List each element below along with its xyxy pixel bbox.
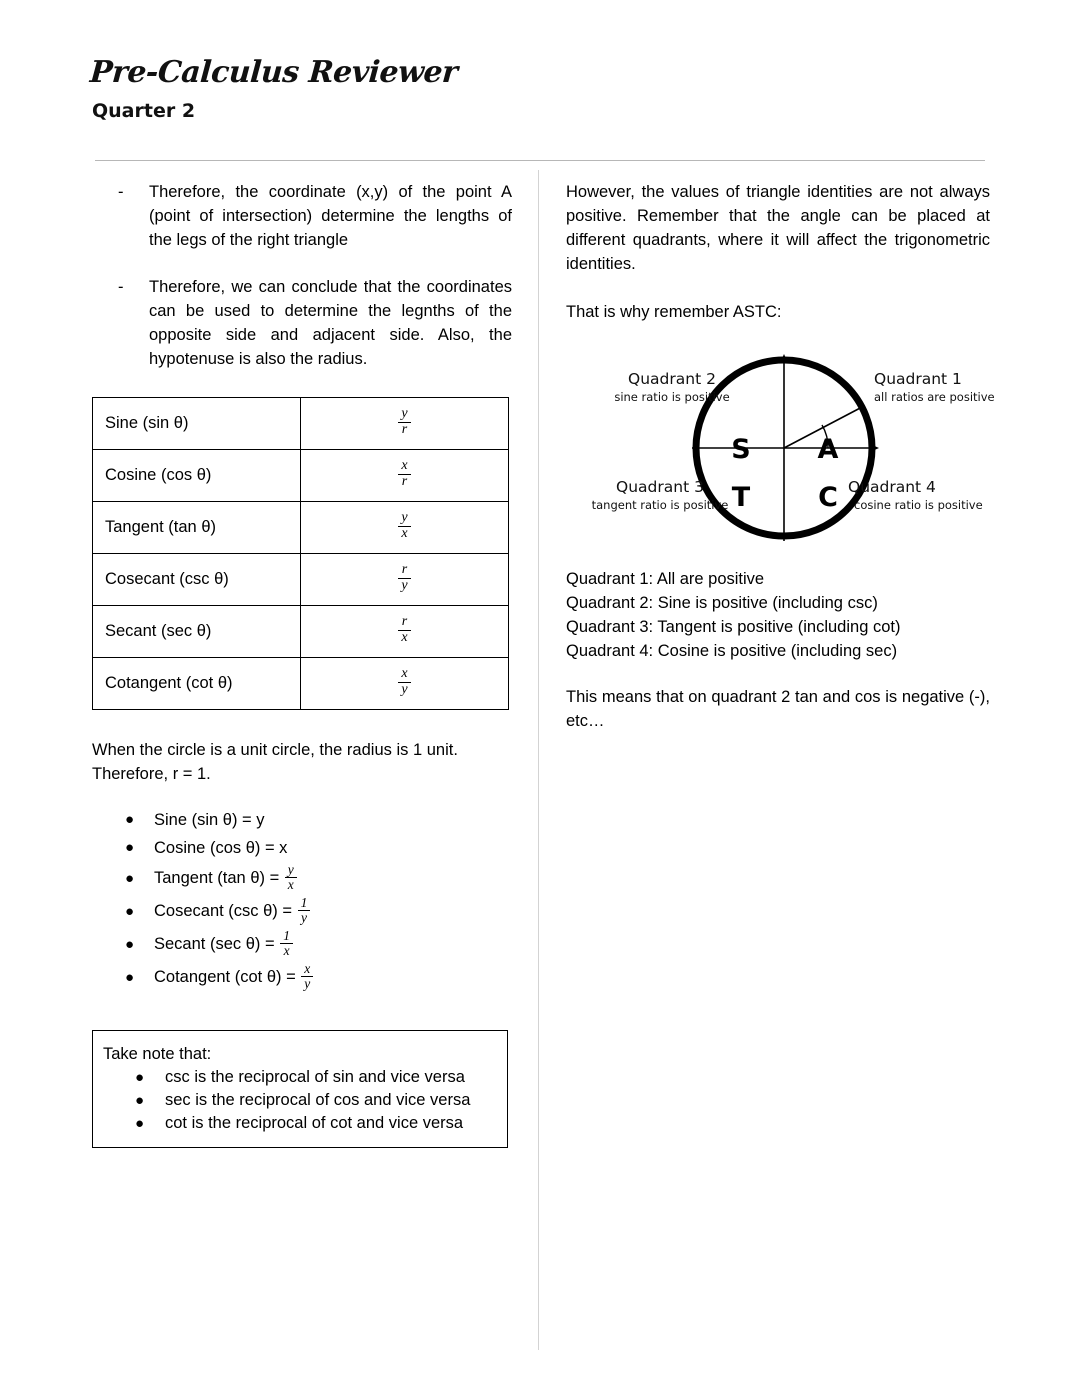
list-item [92, 834, 512, 862]
list-item-text: Secant (sec θ) = [154, 935, 280, 953]
fraction-denominator: y [398, 682, 410, 698]
list-item [92, 961, 512, 994]
list-item-text: cot is the reciprocal of cot and vice versa [165, 1114, 464, 1132]
column-divider [538, 170, 539, 1350]
fraction [398, 667, 410, 697]
fraction-denominator: r [398, 474, 410, 490]
ratio-value [301, 450, 509, 502]
ratio-name: Cotangent (cot θ) [93, 658, 301, 710]
ratio-value [301, 502, 509, 554]
fraction-numerator: 1 [300, 894, 308, 910]
bullet-icon: ● [125, 839, 135, 856]
ratio-value [301, 398, 509, 450]
ratio-name: Cosine (cos θ) [93, 450, 301, 502]
ratio-value [301, 554, 509, 606]
fraction-numerator: x [401, 458, 408, 474]
quadrant-1-subtitle: all ratios are positive [874, 390, 995, 404]
ratio-name: Sine (sin θ) [93, 398, 301, 450]
dash-bullet-list [92, 180, 512, 371]
list-item-text: Cotangent (cot θ) = [154, 968, 301, 986]
bullet-icon: ● [135, 1092, 145, 1109]
header-divider [95, 160, 985, 161]
fraction-numerator: r [401, 614, 408, 630]
fraction [398, 511, 410, 541]
list-item-text: Tangent (tan θ) = [154, 869, 284, 887]
list-item [92, 806, 512, 834]
list-item [92, 895, 512, 928]
list-item-text: Therefore, the coordinate (x,y) of the point A (point of intersection) determine the lengths of the legs of the right triangle [149, 183, 512, 249]
letter-c: C [818, 482, 838, 513]
list-item-text: sec is the reciprocal of cos and vice versa [165, 1091, 471, 1109]
astc-unit-circle-diagram [566, 348, 995, 543]
quadrant-3-subtitle: tangent ratio is positive [591, 498, 729, 512]
bullet-icon: ● [125, 969, 135, 986]
list-item [103, 1112, 497, 1135]
quadrant-2-label [582, 370, 762, 405]
quadrant-rule: Quadrant 3: Tangent is positive (including cot) [566, 618, 901, 636]
ratio-value [301, 606, 509, 658]
fraction [398, 563, 410, 593]
dash-marker: - [118, 183, 124, 201]
letter-t: T [731, 482, 751, 513]
fraction-numerator: 1 [283, 927, 290, 943]
fraction-numerator: y [401, 510, 408, 526]
list-item-text: Therefore, we can conclude that the coordinates can be used to determine the legnths of the opposite side and adjacent side. Also, the hypotenuse is also the radius. [149, 278, 512, 368]
page-subtitle: Quarter 2 [92, 100, 196, 122]
bullet-icon: ● [125, 936, 135, 953]
ratio-name: Secant (sec θ) [93, 606, 301, 658]
unit-circle-ratio-list [92, 806, 512, 994]
table-row [93, 398, 509, 450]
bullet-icon: ● [125, 870, 135, 887]
fraction [398, 407, 410, 437]
quadrant-1-title: Quadrant 1 [874, 370, 962, 388]
table-row [93, 658, 509, 710]
fraction [285, 863, 297, 892]
bullet-icon: ● [135, 1069, 145, 1086]
fraction-denominator: x [285, 877, 297, 892]
fraction-denominator: x [398, 630, 410, 646]
table-row [93, 502, 509, 554]
quadrant-rules-list [566, 567, 990, 663]
list-item-text: Cosine (cos θ) = x [154, 839, 288, 857]
list-item [92, 862, 512, 895]
list-item [92, 275, 512, 371]
quadrant-4-label [848, 478, 1028, 513]
fraction [280, 929, 293, 958]
fraction-denominator: r [398, 422, 410, 438]
take-note-box [92, 1030, 508, 1148]
dash-marker: - [118, 278, 124, 296]
astc-prompt: That is why remember ASTC: [566, 303, 782, 321]
fraction-numerator: r [401, 562, 408, 578]
quadrant-4-title: Quadrant 4 [848, 478, 936, 496]
page-title: Pre-Calculus Reviewer [88, 55, 459, 90]
bullet-icon: ● [135, 1115, 145, 1132]
fraction [298, 896, 311, 925]
fraction-denominator: y [301, 976, 313, 991]
quadrant-3-title: Quadrant 3 [616, 478, 704, 496]
fraction-numerator: x [304, 960, 311, 976]
fraction [398, 459, 410, 489]
letter-s: S [731, 434, 751, 465]
list-item [92, 180, 512, 252]
fraction [398, 615, 410, 645]
quadrant-1-label [842, 370, 1022, 405]
table-row [93, 554, 509, 606]
quadrant-rule: Quadrant 1: All are positive [566, 570, 765, 588]
list-item [103, 1066, 497, 1089]
list-item [103, 1089, 497, 1112]
quadrant-rule: Quadrant 2: Sine is positive (including csc) [566, 594, 878, 612]
quadrant-rule: Quadrant 4: Cosine is positive (including sec) [566, 642, 898, 660]
fraction-numerator: x [401, 666, 408, 682]
left-column [92, 180, 512, 1148]
list-item-text: Sine (sin θ) = y [154, 811, 265, 829]
note-box-title: Take note that: [103, 1045, 212, 1063]
quadrant-2-title: Quadrant 2 [628, 370, 716, 388]
table-row [93, 450, 509, 502]
fraction-denominator: x [398, 526, 410, 542]
unit-circle-paragraph: When the circle is a unit circle, the radius is 1 unit. Therefore, r = 1. [92, 741, 458, 783]
quadrant-4-subtitle: cosine ratio is positive [854, 498, 983, 512]
note-box-list [103, 1066, 497, 1135]
list-item-text: Cosecant (csc θ) = [154, 902, 297, 920]
list-item [92, 928, 512, 961]
bullet-icon: ● [125, 811, 135, 828]
ratio-name: Cosecant (csc θ) [93, 554, 301, 606]
fraction [301, 962, 313, 991]
ratio-value [301, 658, 509, 710]
fraction-numerator: y [401, 406, 408, 422]
bullet-icon: ● [125, 903, 135, 920]
letter-a: A [817, 434, 839, 465]
list-item-text: csc is the reciprocal of sin and vice versa [165, 1068, 465, 1086]
trigonometric-ratios-table [92, 397, 509, 710]
closing-paragraph: This means that on quadrant 2 tan and cos is negative (-), etc… [566, 688, 990, 730]
fraction-denominator: y [298, 910, 311, 925]
right-column [566, 180, 995, 733]
intro-paragraph: However, the values of triangle identities are not always positive. Remember that the angle can be placed at different quadrants, where it will affect the trigonometric identities. [566, 183, 990, 273]
fraction-denominator: x [280, 943, 293, 958]
quadrant-2-subtitle: sine ratio is positive [614, 390, 730, 404]
quadrant-3-label [562, 478, 758, 513]
fraction-numerator: y [287, 861, 294, 877]
table-row [93, 606, 509, 658]
fraction-denominator: y [398, 578, 410, 594]
ratio-name: Tangent (tan θ) [93, 502, 301, 554]
